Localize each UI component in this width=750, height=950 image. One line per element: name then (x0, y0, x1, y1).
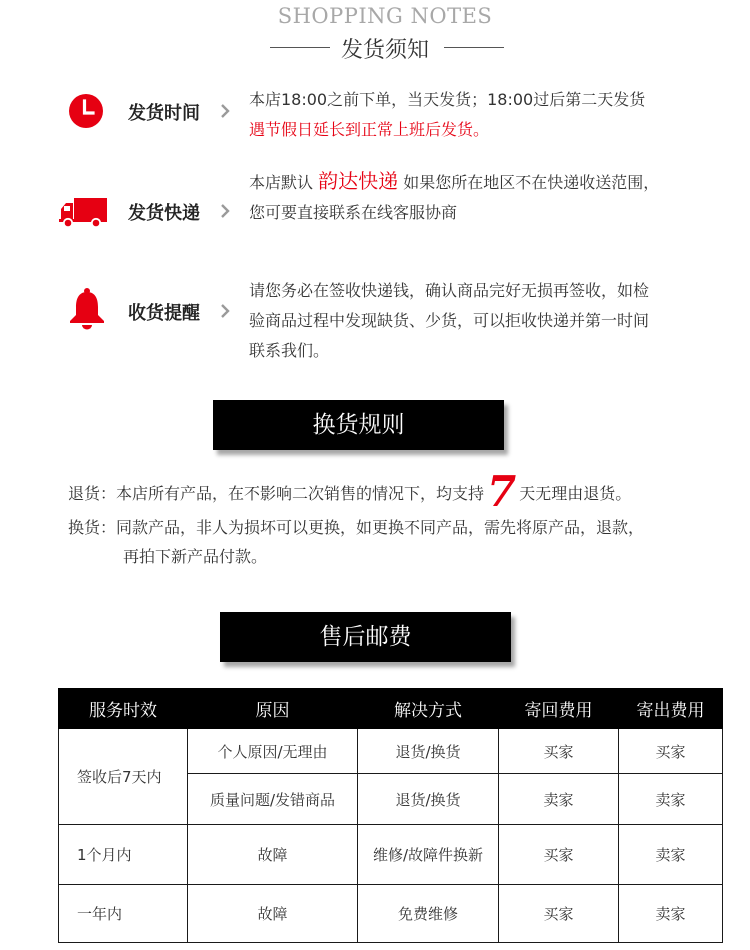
chevron-right-icon (220, 103, 230, 119)
chevron-right-icon (220, 303, 230, 319)
send-fee-cell: 卖家 (619, 885, 723, 943)
courier-brand: 韵达快递 (318, 169, 399, 193)
period-cell: 签收后7天内 (59, 729, 188, 825)
send-fee-cell: 卖家 (619, 774, 723, 825)
truck-icon (59, 192, 107, 232)
column-header-period: 服务时效 (59, 689, 188, 729)
solution-cell: 维修/故障件换新 (358, 825, 499, 885)
aftersale-fee-table (58, 688, 723, 943)
solution-cell: 免费维修 (358, 885, 499, 943)
period-cell: 1个月内 (59, 825, 188, 885)
reason-cell: 故障 (188, 825, 358, 885)
reason-cell: 个人原因/无理由 (188, 729, 358, 774)
return-days-number: 7 (487, 467, 517, 516)
note-label-courier: 发货快递 (128, 203, 200, 224)
aftersale-fee-banner: 售后邮费 (220, 612, 511, 662)
english-title: SHOPPING NOTES (277, 4, 493, 28)
note-label-receipt: 收货提醒 (128, 303, 200, 324)
send-fee-cell: 买家 (619, 729, 723, 774)
exchange-rules-banner: 换货规则 (213, 400, 504, 450)
exchange-policy-line1: 换货：同款产品，非人为损坏可以更换，如更换不同产品，需先将原产品，退款， (68, 518, 645, 537)
receipt-line2: 验商品过程中发现缺货、少货，可以拒收快递并第一时间 (249, 311, 650, 330)
title-divider-right (444, 47, 504, 48)
return-fee-cell: 买家 (499, 729, 619, 774)
reason-cell: 故障 (188, 885, 358, 943)
receipt-line3: 联系我们。 (249, 341, 330, 360)
return-policy-text: 退货：本店所有产品，在不影响二次销售的情况下，均支持 (68, 484, 485, 503)
shipping-time-line1: 本店18:00之前下单，当天发货；18:00过后第二天发货 (249, 90, 646, 109)
note-text-courier (249, 166, 659, 228)
column-header-solution: 解决方式 (358, 689, 499, 729)
note-label-shipping-time: 发货时间 (128, 103, 200, 124)
period-cell: 一年内 (59, 885, 188, 943)
return-policy (68, 467, 632, 516)
receipt-line1: 请您务必在签收快递钱，确认商品完好无损再签收，如检 (249, 281, 650, 300)
table-row (59, 825, 723, 885)
exchange-policy-line2: 再拍下新产品付款。 (123, 547, 268, 566)
solution-cell: 退货/换货 (358, 774, 499, 825)
reason-cell: 质量问题/发错商品 (188, 774, 358, 825)
send-fee-cell: 卖家 (619, 825, 723, 885)
courier-line1 (249, 166, 659, 198)
column-header-reason: 原因 (188, 689, 358, 729)
courier-line2: 您可要直接联系在线客服协商 (249, 203, 458, 222)
table-row (59, 885, 723, 943)
page-title: 发货须知 (340, 38, 429, 63)
column-header-send-fee: 寄出费用 (619, 689, 723, 729)
table-row (59, 729, 723, 774)
solution-cell: 退货/换货 (358, 729, 499, 774)
column-header-return-fee: 寄回费用 (499, 689, 619, 729)
return-policy-suffix: 天无理由退货。 (519, 484, 632, 503)
return-fee-cell: 买家 (499, 885, 619, 943)
table-header-row (59, 689, 723, 729)
courier-coverage-text: 如果您所在地区不在快递收送范围， (403, 173, 660, 192)
return-fee-cell: 卖家 (499, 774, 619, 825)
bell-icon (67, 287, 107, 327)
note-text-shipping-time (249, 85, 645, 145)
clock-icon (66, 91, 106, 131)
shipping-time-holiday-notice: 遇节假日延长到正常上班后发货。 (249, 120, 490, 139)
return-fee-cell: 买家 (499, 825, 619, 885)
chevron-right-icon (220, 203, 230, 219)
courier-default-text: 本店默认 (249, 173, 314, 192)
note-text-receipt (249, 276, 649, 366)
